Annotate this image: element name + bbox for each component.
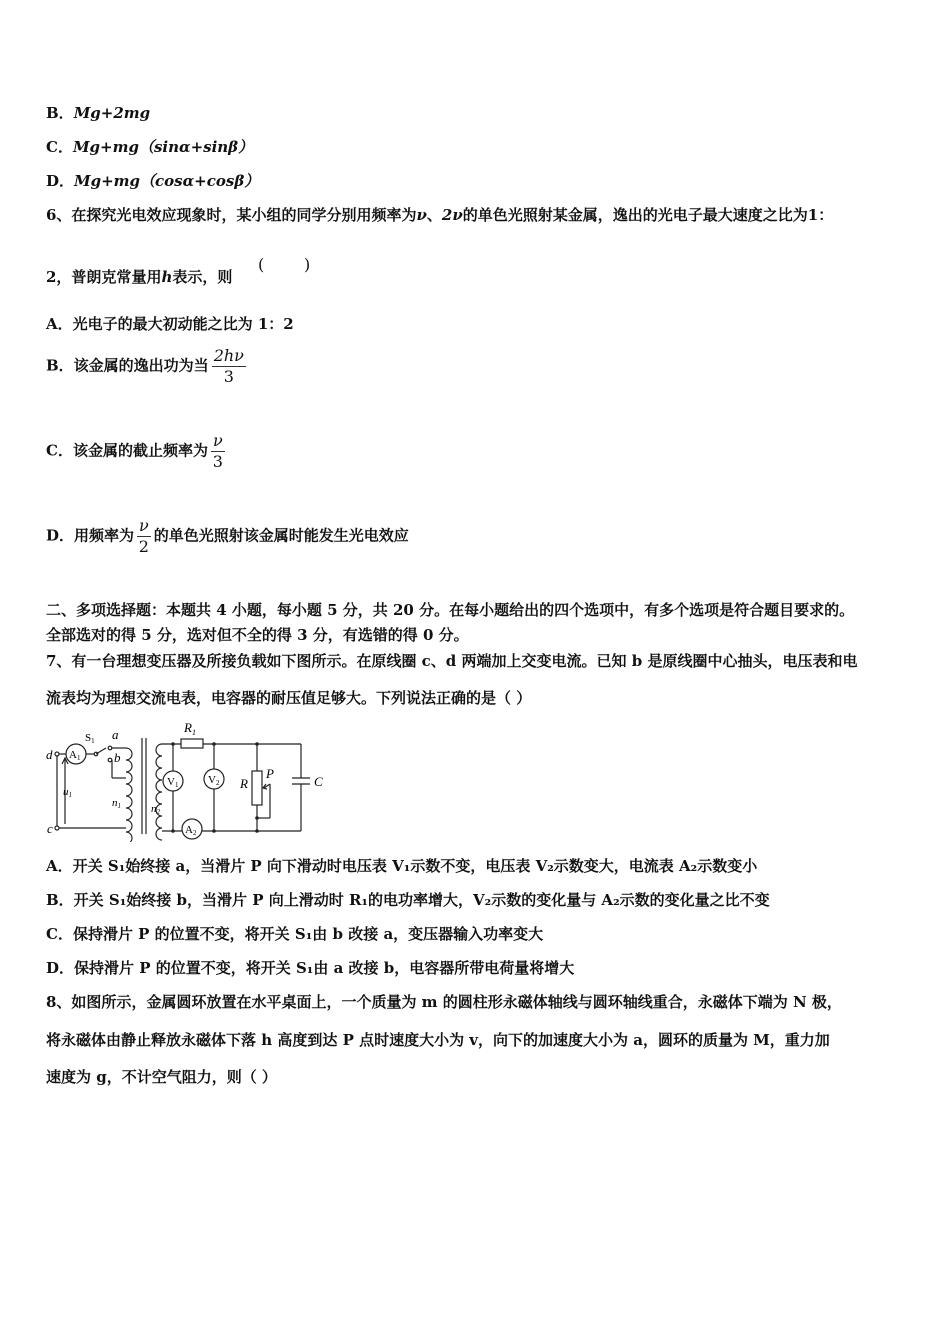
label-u1: u1	[63, 786, 72, 799]
section2-title-line1: 二、多项选择题：本题共 4 小题，每小题 5 分，共 20 分。在每小题给出的四个选项中，有多个选项是符合题目要求的。	[46, 601, 855, 619]
q6-stem-line2: 2，普朗克常量用h表示，则	[46, 268, 233, 286]
q7-option-a: A．开关 S₁始终接 a，当滑片 P 向下滑动时电压表 V₁示数不变，电压表 V₂示数变大，电流表 A₂示数变小	[46, 857, 758, 875]
label-r1: $R_1$	[184, 720, 196, 737]
q7-option-d: D．保持滑片 P 的位置不变，将开关 S₁由 a 改接 b，电容器所带电荷量将增大	[46, 959, 575, 977]
ammeter-a2-label: A2	[185, 824, 197, 837]
q6-answer-paren-open: (	[258, 255, 265, 274]
label-n1: n1	[112, 797, 121, 810]
label-p: P	[266, 766, 274, 781]
ammeter-a1-label: A1	[69, 749, 81, 762]
q6-option-c: C．该金属的截止频率为 $\frac{\nu}{3}$	[46, 431, 223, 471]
q6-option-a: A．光电子的最大初动能之比为 1：2	[46, 315, 294, 333]
section2-title-line2: 全部选对的得 5 分，选对但不全的得 3 分，有选错的得 0 分。	[46, 626, 469, 644]
q7-stem-line2: 流表均为理想交流电表，电容器的耐压值足够大。下列说法正确的是（ ）	[46, 689, 532, 707]
q8-stem-line1: 8、如图所示，金属圆环放置在水平桌面上，一个质量为 m 的圆柱形永磁体轴线与圆环轴线重合，永磁体下端为 N 极，	[46, 993, 842, 1011]
label-r: R	[240, 776, 248, 791]
q5-option-b: B．Mg+2mg	[46, 104, 151, 122]
q7-option-c: C．保持滑片 P 的位置不变，将开关 S₁由 b 改接 a，变压器输入功率变大	[46, 925, 544, 943]
voltmeter-v1-label: V1	[167, 776, 179, 789]
q8-stem-line3: 速度为 g，不计空气阻力，则（ ）	[46, 1068, 277, 1086]
q5-option-d: D．Mg+mg（cosα+cosβ）	[46, 172, 260, 190]
label-s1: S1	[85, 732, 95, 745]
label-capacitor: C	[314, 774, 323, 789]
q8-stem-line2: 将永磁体由静止释放永磁体下落 h 高度到达 P 点时速度大小为 v，向下的加速度大小为 a，圆环的质量为 M，重力加	[46, 1031, 830, 1049]
q5-option-c: C．Mg+mg（sinα+sinβ）	[46, 138, 254, 156]
q7-stem-line1: 7、有一台理想变压器及所接负载如下图所示。在原线圈 c、d 两端加上交变电流。已知 b 是原线圈中心抽头，电压表和电	[46, 652, 858, 670]
fraction: $\frac{2h\nu}{3}$	[213, 346, 244, 386]
transformer-circuit-diagram	[44, 716, 344, 842]
q6-option-b: B．该金属的逸出功为当 $\frac{2h\nu}{3}$	[46, 346, 244, 386]
label-c: c	[47, 821, 53, 836]
q7-option-b: B．开关 S₁始终接 b，当滑片 P 向上滑动时 R₁的电功率增大，V₂示数的变化量与 A₂示数的变化量之比不变	[46, 891, 770, 909]
label-d: d	[46, 747, 53, 762]
q6-answer-paren-close: )	[304, 255, 311, 274]
q6-stem-line1: 6、在探究光电效应现象时，某小组的同学分别用频率为ν、2ν的单色光照射某金属，逸出的光电子最大速度之比为1：	[46, 206, 834, 224]
label-a: a	[112, 727, 119, 742]
fraction: $\frac{\nu}{3}$	[212, 431, 223, 471]
q6-option-d: D．用频率为 $\frac{\nu}{2}$ 的单色光照射该金属时能发生光电效应	[46, 516, 409, 556]
fraction: $\frac{\nu}{2}$	[138, 516, 149, 556]
voltmeter-v2-label: V2	[208, 774, 220, 787]
label-b: b	[114, 750, 121, 765]
label-n2: n2	[151, 803, 160, 816]
